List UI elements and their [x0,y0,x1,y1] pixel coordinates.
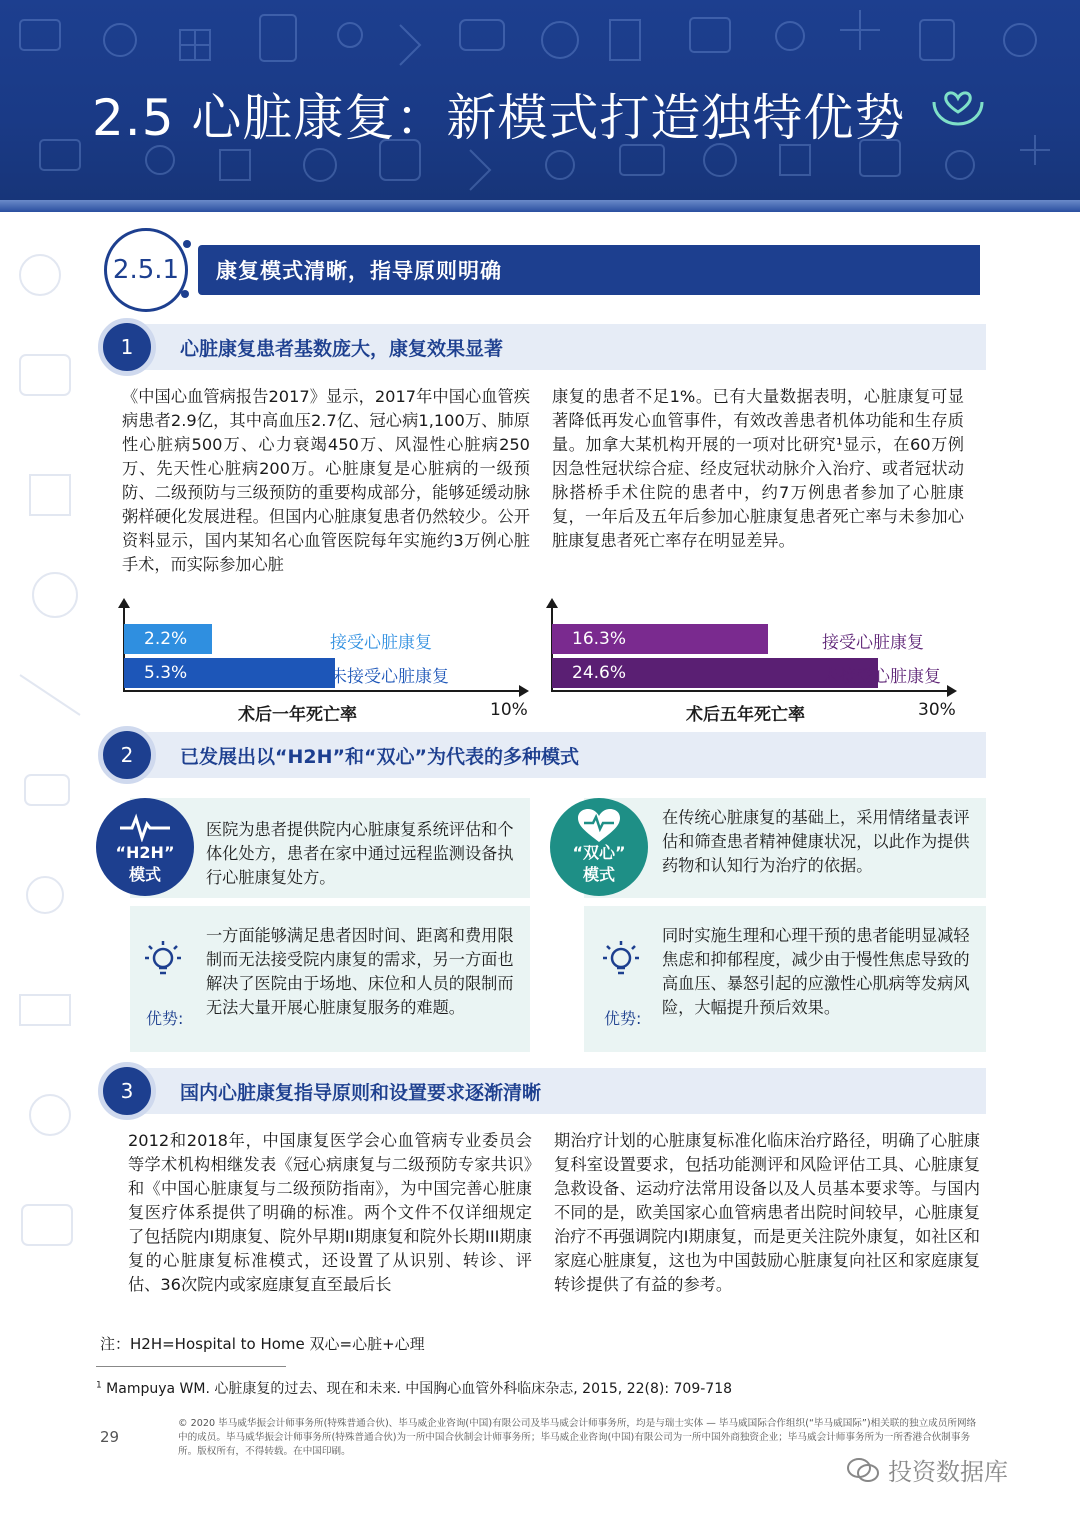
badge-dot [181,290,189,298]
legend-label: 未接受心脏康复 [822,667,941,687]
section-title-bar [198,245,980,295]
subsection-3-header [98,1066,986,1118]
heart-pulse-icon [576,808,622,844]
copyright-text: © 2020 毕马威华振会计师事务所(特殊普通合伙)、毕马威企业咨询(中国)有限公司及毕马威会计师事务所，均是与瑞士实体 — 毕马威国际合作组织(“毕马威国际”)相关联的独立成员所网络中的成员。毕马威华振会计师事务所(特殊普通合伙)为一所中国合伙制会计师事务所；毕马威企业咨询(中国)有限公司为一所中国外商独资企业；毕马威会计师事务所为一所香港合伙制事务所。版权所有，不得转载。在中国印刷。 [178,1418,977,1457]
subsection-2-header [98,730,986,782]
x-axis-max-label: 10% [490,700,528,720]
page-title: 2.5 心脏康复：新模式打造独特优势 [92,89,906,147]
legend-label: 接受心脏康复 [330,633,432,653]
x-axis-arrow [947,685,957,697]
x-axis-title: 术后五年死亡率 [686,705,805,725]
five-year-mortality-chart [546,598,966,728]
decorative-medical-icons [0,215,110,1315]
section-number-badge: 2.5.1 [104,228,188,312]
abbreviation-note: 注：H2H=Hospital to Home 双心=心脏+心理 [100,1335,425,1353]
dual-advantage-text: 同时实施生理和心理干预的患者能明显减轻焦虑和抑郁程度，减少由于慢性焦虑导致的高血压、暴怒引起的应激性心肌病等发病风险，大幅提升预后效果。 [662,926,970,1017]
dual-advantage-label: 优势: [604,1009,642,1028]
subsection-bar [128,324,986,370]
chart-bar [124,624,212,654]
subsection-3-title: 国内心脏康复指导原则和设置要求逐渐清晰 [180,1082,542,1104]
h2h-advantage-label: 优势: [146,1009,184,1028]
x-axis-max-label: 30% [918,700,956,720]
page-number: 29 [100,1428,120,1446]
footnote [96,1378,732,1398]
x-axis [551,690,949,692]
sub3-left-paragraph: 2012和2018年，中国康复医学会心血管病专业委员会等学术机构相继发表《冠心病康复与二级预防专家共识》和《中国心脏康复与二级预防指南》，为中国完善心脏康复医疗体系提供了明确的标准。两个文件不仅详细规定了包括院内I期康复、院外早期II期康复和院外长期III期康复的心脏康复标准模式，还设置了从识别、转诊、评估、36次院内或家庭康复直至最后长 [128,1131,532,1294]
h2h-advantage-text: 一方面能够满足患者因时间、距离和费用限制而无法接受院内康复的需求，另一方面也解决了医院由于场地、床位和人员的限制而无法大量开展心脏康复服务的难题。 [206,926,514,1017]
badge-dot [183,240,191,248]
subsection-2-title: 已发展出以“H2H”和“双心”为代表的多种模式 [180,746,579,768]
bar-value-label: 2.2% [144,629,188,649]
footnote-text: Mampuya WM. 心脏康复的过去、现在和未来. 中国胸心血管外科临床杂志, 2015, 22(8): 709-718 [101,1381,733,1397]
dual-mode-label: 模式 [582,865,615,884]
subsection-bar [128,1068,986,1114]
footnote-divider [96,1366,286,1367]
x-axis [123,690,521,692]
banner-underline [0,200,1080,212]
bar-value-label: 24.6% [572,663,627,683]
bar-value-label: 16.3% [572,629,627,649]
lightbulb-icon [143,938,183,982]
x-axis-arrow [519,685,529,697]
section-title: 康复模式清晰，指导原则明确 [216,259,502,283]
x-axis-title: 术后一年死亡率 [238,705,357,725]
dual-description: 在传统心脏康复的基础上，采用情绪量表评估和筛查患者精神健康状况，以此作为提供药物和认知行为治疗的依据。 [662,808,970,875]
subsection-1-header [98,322,986,374]
sub3-right-paragraph: 期治疗计划的心脏康复标准化临床治疗路径，明确了心脏康复科室设置要求，包括功能测评和风险评估工具、心脏康复急救设备、运动疗法常用设备以及人员基本要求等。与国内不同的是，欧美国家心血管病患者出院时间较早，心脏康复治疗不再强调院内I期康复，而是更关注院外康复，如社区和家庭心脏康复，这也为中国鼓励心脏康复向社区和家庭康复转诊提供了有益的参考。 [554,1131,980,1294]
legend-label: 接受心脏康复 [822,633,924,653]
chart-bar [124,658,335,688]
wechat-icon [846,1456,880,1484]
sub1-left-paragraph: 《中国心血管病报告2017》显示，2017年中国心血管疾病患者2.9亿，其中高血压2.7亿、冠心病1,100万、肺原性心脏病500万、心力衰竭450万、风湿性心脏病250万、先天性心脏病200万。心脏康复是心脏病的一级预防、二级预防与三级预防的重要构成部分，能够延缓动脉粥样硬化发展进程。但国内心脏康复患者仍然较少。公开资料显示，国内某知名心血管医院每年实施约3万例心脏手术，而实际参加心脏 [122,387,530,574]
subsection-3-number: 3 [98,1062,156,1120]
lightbulb-icon [601,938,641,982]
h2h-mode-label: 模式 [128,865,161,884]
subsection-2-number: 2 [98,726,156,784]
subsection-bar [128,732,986,778]
footnote-mark: 1 [96,1380,102,1391]
header-banner [0,0,1080,200]
heart-hands-icon [928,80,988,130]
watermark-text: 投资数据库 [888,1458,1008,1486]
chart-bar [552,624,768,654]
sub1-right-paragraph: 康复的患者不足1%。已有大量数据表明，心脏康复可显著降低再发心血管事件，有效改善患者机体功能和生存质量。加拿大某机构开展的一项对比研究¹显示，在60万例因急性冠状综合症、经皮冠状动脉介入治疗、或者冠状动脉搭桥手术住院的患者中，约7万例患者参加了心脏康复，一年后及五年后参加心脏康复患者死亡率与未参加心脏康复患者死亡率存在明显差异。 [552,387,964,550]
subsection-1-number: 1 [98,318,156,376]
h2h-mode-badge [96,798,194,896]
subsection-1-title: 心脏康复患者基数庞大，康复效果显著 [180,338,504,360]
wechat-watermark [846,1452,1008,1487]
dual-mode-badge [550,798,648,896]
one-year-mortality-chart [118,598,538,728]
h2h-description: 医院为患者提供院内心脏康复系统评估和个体化处方，患者在家中通过远程监测设备执行心脏康复处方。 [206,820,514,887]
heartbeat-icon [118,812,172,842]
bar-value-label: 5.3% [144,663,188,683]
dual-mode-label: “双心” [572,843,626,862]
legend-label: 未接受心脏康复 [330,667,449,687]
h2h-mode-label: “H2H” [115,843,175,862]
